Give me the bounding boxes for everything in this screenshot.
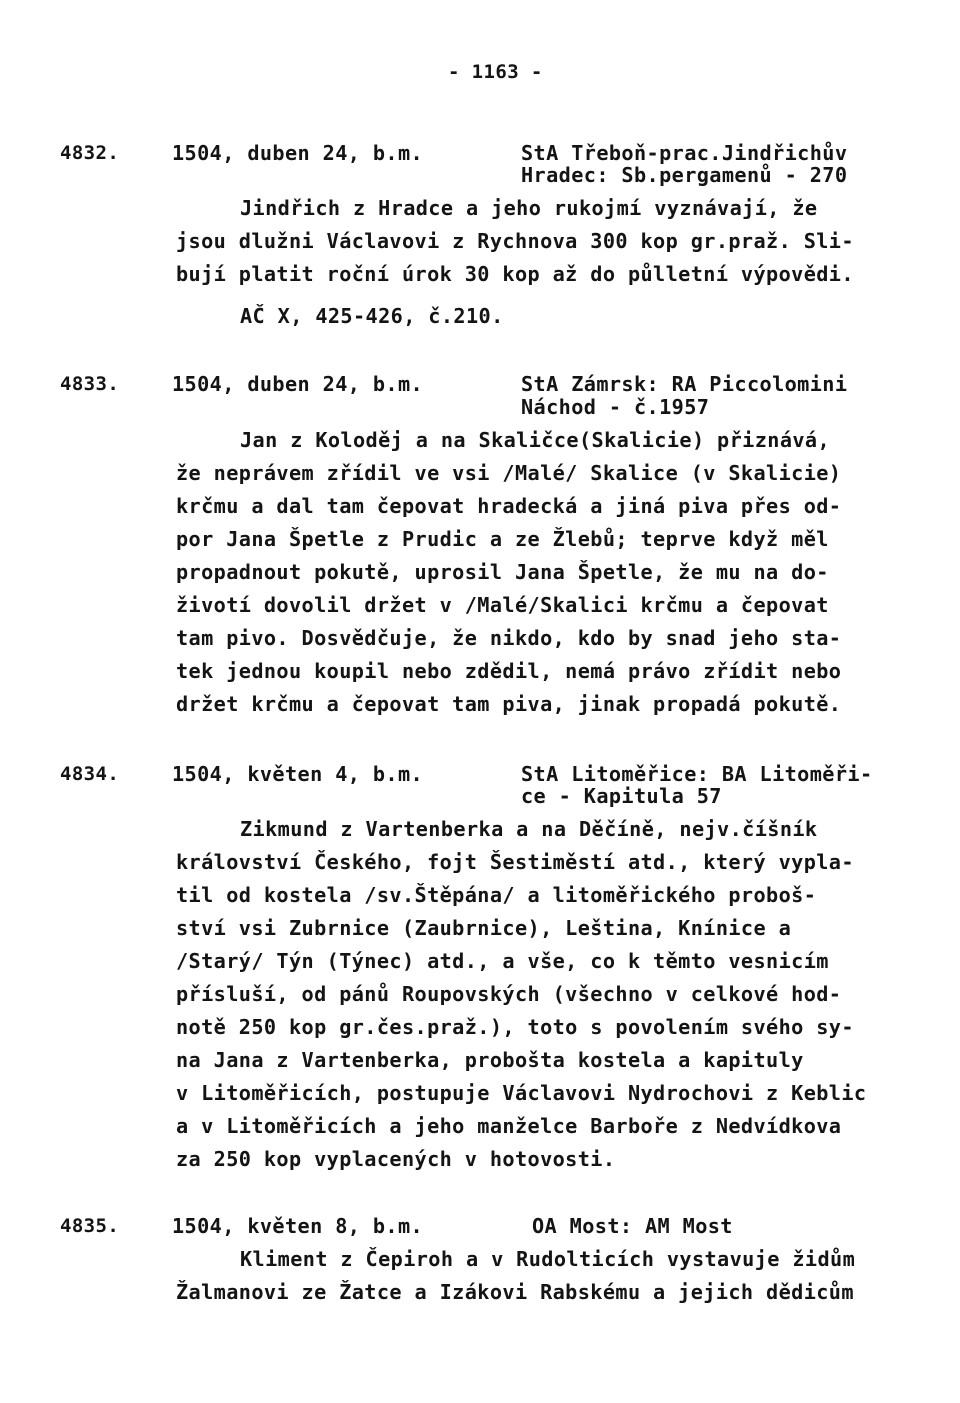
entry-date: 1504, duben 24, b.m. xyxy=(172,372,424,396)
entry-text-line: za 250 kop vyplacených v hotovosti. xyxy=(176,1147,616,1171)
entry-source-line: StA Třeboň-prac.Jindřichův xyxy=(521,141,848,165)
entry-text-line: přísluší, od pánů Roupovských (všechno v celkové hod- xyxy=(176,982,842,1006)
entry-text-line: til od kostela /sv.Štěpána/ a litoměřického proboš- xyxy=(176,883,817,907)
entry-source-line: Hradec: Sb.pergamenů - 270 xyxy=(521,163,848,187)
entry-text-line: propadnout pokutě, uprosil Jana Špetle, že mu na do- xyxy=(176,560,829,584)
entry-text-line: bují platit roční úrok 30 kop až do půlletní výpovědi. xyxy=(176,262,854,286)
entry-source-line: Náchod - č.1957 xyxy=(521,395,710,419)
entry-source-line: ce - Kapitula 57 xyxy=(521,784,722,808)
entry-text-line: Jindřich z Hradce a jeho rukojmí vyznávají, že xyxy=(240,196,818,220)
page-number: - 1163 - xyxy=(448,61,543,83)
entry-text-line: tek jednou koupil nebo zdědil, nemá právo zřídit nebo xyxy=(176,659,842,683)
entry-number: 4834. xyxy=(60,763,120,785)
entry-source-line: StA Zámrsk: RA Piccolomini xyxy=(521,372,848,396)
entry-text-line: království Českého, fojt Šestiměstí atd., který vypla- xyxy=(176,850,854,874)
entry-text-line: Žalmanovi ze Žatce a Izákovi Rabskému a jejich dědicům xyxy=(176,1280,854,1304)
entry-text-line: notě 250 kop gr.čes.praž.), toto s povolením svého sy- xyxy=(176,1015,854,1039)
entry-source-line: StA Litoměřice: BA Litoměři- xyxy=(521,762,873,786)
entry-text-line: a v Litoměřicích a jeho manželce Barboře z Nedvídkova xyxy=(176,1114,842,1138)
entry-text-line: na Jana z Vartenberka, proboštа kostela a kapituly xyxy=(176,1048,804,1072)
entry-source-line: OA Most: AM Most xyxy=(532,1214,733,1238)
entry-text-line: životí dovolil držet v /Malé/Skalici krčmu a čepovat xyxy=(176,593,829,617)
entry-text-line: Kliment z Čepiroh a v Rudolticích vystavuje židům xyxy=(240,1247,856,1271)
entry-text-line: ství vsi Zubrnice (Zaubrnice), Leština, Knínice a xyxy=(176,916,792,940)
entry-number: 4832. xyxy=(60,142,120,164)
entry-text-line: Jan z Koloděj a na Skaličce(Skalicie) přiznává, xyxy=(240,428,831,452)
entry-date: 1504, květen 8, b.m. xyxy=(172,1214,424,1238)
entry-date: 1504, duben 24, b.m. xyxy=(172,141,424,165)
entry-text-line: jsou dlužni Václavovi z Rychnova 300 kop gr.praž. Sli- xyxy=(176,229,854,253)
entry-text-line: v Litoměřicích, postupuje Václavovi Nydrochovi z Keblic xyxy=(176,1081,867,1105)
entry-text-line: por Jana Špetle z Prudic a ze Žlebů; teprve když měl xyxy=(176,527,829,551)
entry-reference: AČ X, 425-426, č.210. xyxy=(240,304,504,328)
entry-text-line: Zikmund z Vartenberka a na Děčíně, nejv.číšník xyxy=(240,817,818,841)
entry-text-line: tam pivo. Dosvědčuje, že nikdo, kdo by snad jeho sta- xyxy=(176,626,842,650)
entry-number: 4833. xyxy=(60,373,120,395)
entry-number: 4835. xyxy=(60,1215,120,1237)
entry-text-line: /Starý/ Týn (Týnec) atd., a vše, co k těmto vesnicím xyxy=(176,949,829,973)
entry-text-line: že neprávem zřídil ve vsi /Malé/ Skalice (v Skalicie) xyxy=(176,461,842,485)
entry-text-line: krčmu a dal tam čepovat hradecká a jiná piva přes od- xyxy=(176,494,842,518)
entry-date: 1504, květen 4, b.m. xyxy=(172,762,424,786)
entry-text-line: držet krčmu a čepovat tam piva, jinak propadá pokutě. xyxy=(176,692,842,716)
